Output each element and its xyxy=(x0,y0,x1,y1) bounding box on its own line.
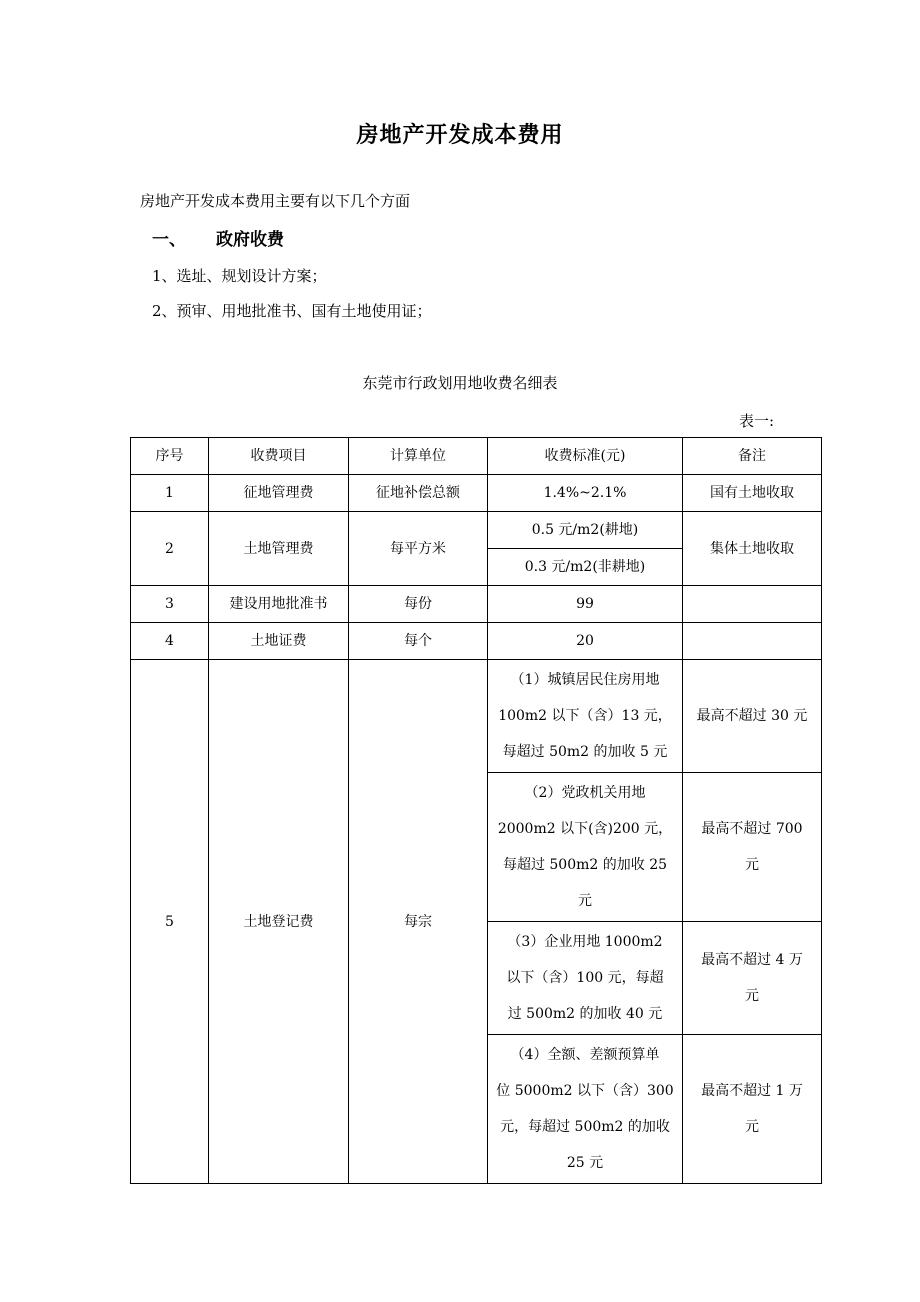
section-label: 政府收费 xyxy=(216,230,284,250)
cell-standard xyxy=(488,922,683,1035)
cell-standard xyxy=(488,1035,683,1184)
cell-unit: 征地补偿总额 xyxy=(349,475,488,512)
header-cell: 计算单位 xyxy=(349,438,488,475)
list-item-1: 1、选址、规划设计方案； xyxy=(152,267,327,285)
table-caption: 东莞市行政划用地收费名细表 xyxy=(362,374,558,392)
header-cell: 收费标准(元) xyxy=(488,438,683,475)
note-line: 最高不超过 700 xyxy=(701,821,803,837)
table-row xyxy=(131,623,822,660)
cell-unit: 每平方米 xyxy=(349,512,488,586)
table-header-row xyxy=(131,438,822,475)
cell-item: 建设用地批准书 xyxy=(209,586,349,623)
cell-standard: 1.4%~2.1% xyxy=(488,475,683,512)
cell-note xyxy=(683,623,822,660)
note-line: 最高不超过 30 元 xyxy=(696,708,808,724)
cell-unit: 每个 xyxy=(349,623,488,660)
cell-no: 1 xyxy=(131,475,209,512)
note-line: 元 xyxy=(745,988,759,1004)
cell-note: 国有土地收取 xyxy=(683,475,822,512)
standard-line: （4）全额、差额预算单 xyxy=(510,1047,660,1063)
cell-item: 土地登记费 xyxy=(209,660,349,1184)
fee-table xyxy=(130,437,822,1184)
cell-standard: 0.5 元/m2(耕地) xyxy=(488,512,683,549)
table-row xyxy=(131,512,822,549)
cell-note xyxy=(683,922,822,1035)
cell-standard xyxy=(488,773,683,922)
table-row xyxy=(131,475,822,512)
cell-note xyxy=(683,660,822,773)
standard-line: （2）党政机关用地 xyxy=(524,785,646,801)
cell-item: 征地管理费 xyxy=(209,475,349,512)
cell-note xyxy=(683,773,822,922)
page-title: 房地产开发成本费用 xyxy=(356,122,564,148)
note-line: 最高不超过 1 万 xyxy=(701,1083,803,1099)
header-cell: 备注 xyxy=(683,438,822,475)
standard-line: 以下（含）100 元，每超 xyxy=(506,970,664,986)
section-heading xyxy=(152,229,284,251)
standard-line: 过 500m2 的加收 40 元 xyxy=(507,1006,663,1022)
cell-no: 5 xyxy=(131,660,209,1184)
cell-note xyxy=(683,1035,822,1184)
intro-text: 房地产开发成本费用主要有以下几个方面 xyxy=(140,192,411,210)
list-item-2: 2、预审、用地批准书、国有土地使用证； xyxy=(152,302,432,320)
cell-no: 2 xyxy=(131,512,209,586)
header-cell: 收费项目 xyxy=(209,438,349,475)
table-tag: 表一: xyxy=(738,412,774,430)
cell-unit: 每份 xyxy=(349,586,488,623)
section-number: 一、 xyxy=(152,230,186,250)
cell-standard xyxy=(488,660,683,773)
note-line: 元 xyxy=(745,1119,759,1135)
note-line: 最高不超过 4 万 xyxy=(701,952,803,968)
table-row xyxy=(131,586,822,623)
note-line: 元 xyxy=(745,857,759,873)
cell-note xyxy=(683,586,822,623)
standard-line: 位 5000m2 以下（含）300 xyxy=(496,1083,674,1099)
cell-standard: 0.3 元/m2(非耕地) xyxy=(488,549,683,586)
cell-item: 土地证费 xyxy=(209,623,349,660)
standard-line: （3）企业用地 1000m2 xyxy=(507,934,663,950)
standard-line: 每超过 50m2 的加收 5 元 xyxy=(502,744,668,760)
cell-note: 集体土地收取 xyxy=(683,512,822,586)
standard-line: （1）城镇居民住房用地 xyxy=(510,672,660,688)
header-cell: 序号 xyxy=(131,438,209,475)
cell-item: 土地管理费 xyxy=(209,512,349,586)
standard-line: 25 元 xyxy=(566,1155,604,1171)
cell-standard: 20 xyxy=(488,623,683,660)
standard-line: 元，每超过 500m2 的加收 xyxy=(500,1119,670,1135)
standard-line: 100m2 以下（含）13 元， xyxy=(498,708,672,724)
standard-line: 2000m2 以下(含)200 元， xyxy=(497,821,673,837)
standard-line: 元 xyxy=(578,893,592,909)
cell-no: 3 xyxy=(131,586,209,623)
cell-no: 4 xyxy=(131,623,209,660)
cell-unit: 每宗 xyxy=(349,660,488,1184)
cell-standard: 99 xyxy=(488,586,683,623)
table-row xyxy=(131,660,822,773)
standard-line: 每超过 500m2 的加收 25 xyxy=(502,857,668,873)
